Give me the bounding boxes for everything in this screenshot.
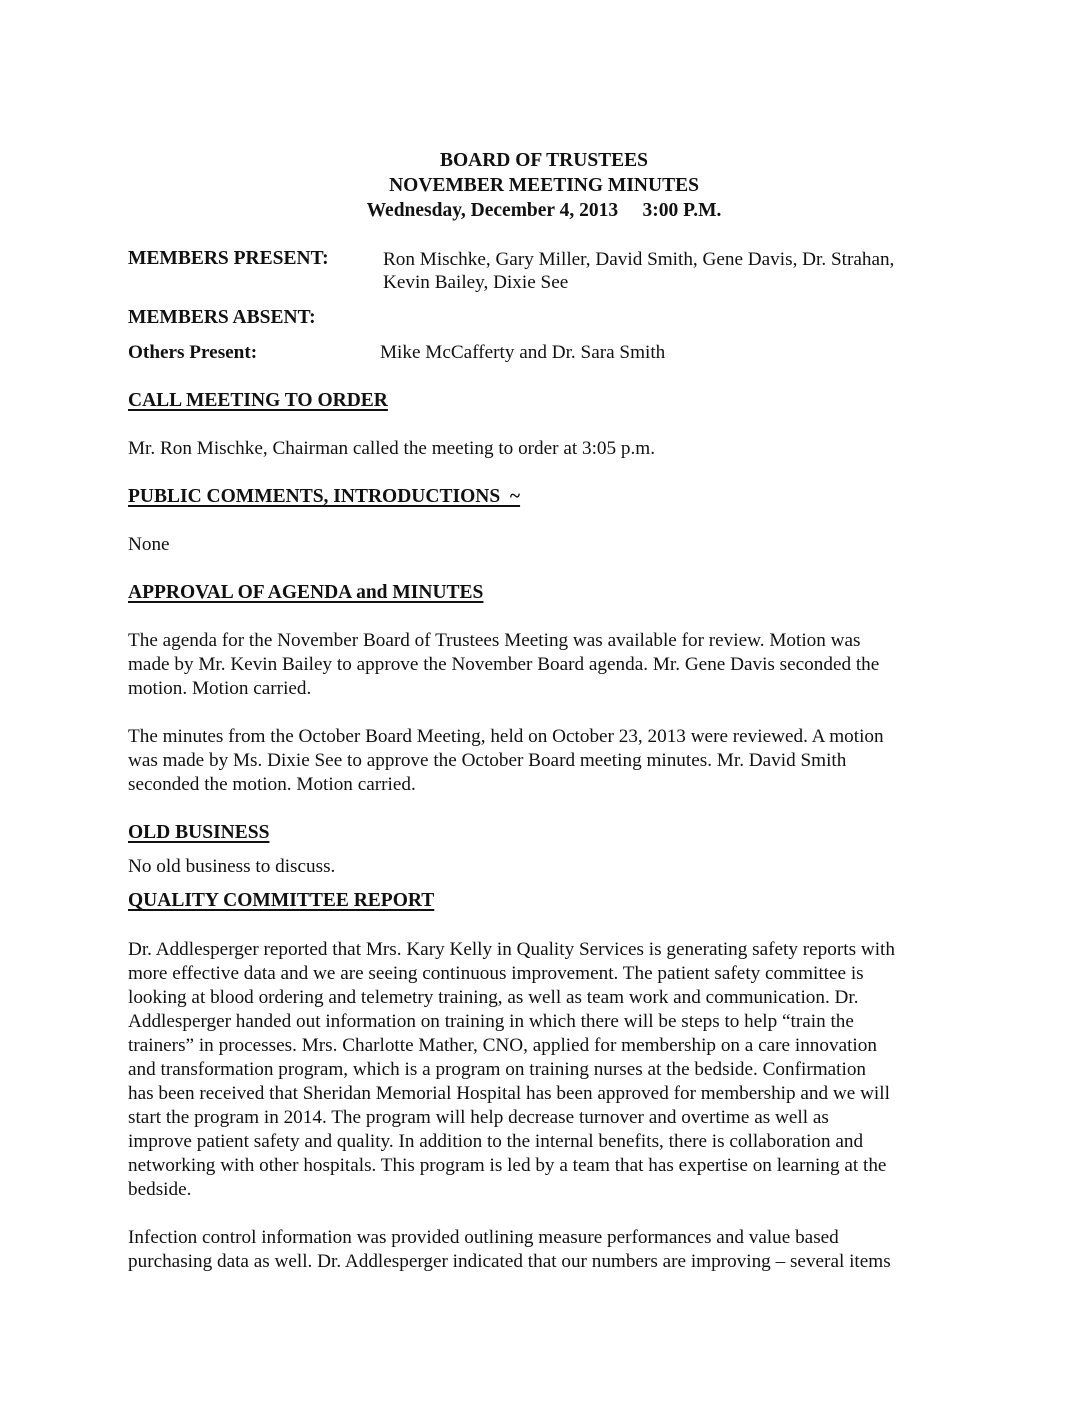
quality-para2-line: Infection control information was provided outlining measure performances and value based <box>128 1227 839 1248</box>
approval-para1-line: made by Mr. Kevin Bailey to approve the November Board agenda. Mr. Gene Davis seconded the <box>128 654 880 675</box>
quality-para1-line: has been received that Sheridan Memorial Hospital has been approved for membership and we will <box>128 1083 890 1104</box>
section-heading-old-business: OLD BUSINESS <box>128 822 270 843</box>
others-present-label: Others Present: <box>128 342 258 363</box>
quality-para1-line: bedside. <box>128 1179 192 1200</box>
approval-para1-line: The agenda for the November Board of Trustees Meeting was available for review. Motion was <box>128 630 861 651</box>
section-heading-public-comments: PUBLIC COMMENTS, INTRODUCTIONS ~ <box>128 486 521 507</box>
meeting-date: Wednesday, December 4, 2013 3:00 P.M. <box>366 200 722 221</box>
quality-para1-line: Dr. Addlesperger reported that Mrs. Kary Kelly in Quality Services is generating safety reports with <box>128 939 895 960</box>
section-heading-approval: APPROVAL OF AGENDA and MINUTES <box>128 582 484 603</box>
quality-para1-line: looking at blood ordering and telemetry training, as well as team work and communication. Dr. <box>128 987 859 1008</box>
old-business-text: No old business to discuss. <box>128 856 336 877</box>
section-heading-call-to-order: CALL MEETING TO ORDER <box>128 390 388 411</box>
approval-para1-line: motion. Motion carried. <box>128 678 312 699</box>
members-absent-label: MEMBERS ABSENT: <box>128 307 316 328</box>
approval-para2-line: The minutes from the October Board Meeting, held on October 23, 2013 were reviewed. A motion <box>128 726 884 747</box>
approval-para2-line: was made by Ms. Dixie See to approve the October Board meeting minutes. Mr. David Smith <box>128 750 847 771</box>
quality-para1-line: improve patient safety and quality. In addition to the internal benefits, there is collaboration and <box>128 1131 864 1152</box>
title-board: BOARD OF TRUSTEES <box>439 150 649 171</box>
quality-para1-line: networking with other hospitals. This program is led by a team that has expertise on learning at the <box>128 1155 887 1176</box>
quality-para1-line: start the program in 2014. The program will help decrease turnover and overtime as well as <box>128 1107 829 1128</box>
title-minutes: NOVEMBER MEETING MINUTES <box>389 175 699 196</box>
approval-para2-line: seconded the motion. Motion carried. <box>128 774 416 795</box>
quality-para1-line: more effective data and we are seeing continuous improvement. The patient safety committee is <box>128 963 864 984</box>
members-present-line1: Ron Mischke, Gary Miller, David Smith, Gene Davis, Dr. Strahan, <box>383 249 895 270</box>
quality-para1-line: trainers” in processes. Mrs. Charlotte Mather, CNO, applied for membership on a care innovation <box>128 1035 877 1056</box>
section-heading-quality: QUALITY COMMITTEE REPORT <box>128 890 435 911</box>
call-to-order-text: Mr. Ron Mischke, Chairman called the meeting to order at 3:05 p.m. <box>128 438 656 459</box>
quality-para1-line: and transformation program, which is a program on training nurses at the bedside. Confirmation <box>128 1059 867 1080</box>
quality-para2-line: purchasing data as well. Dr. Addlesperger indicated that our numbers are improving – several items <box>128 1251 891 1272</box>
members-present-label: MEMBERS PRESENT: <box>128 248 329 269</box>
others-present-value: Mike McCafferty and Dr. Sara Smith <box>380 342 666 363</box>
members-present-line2: Kevin Bailey, Dixie See <box>383 272 569 293</box>
public-comments-text: None <box>128 534 170 555</box>
quality-para1-line: Addlesperger handed out information on training in which there will be steps to help “train the <box>128 1011 854 1032</box>
